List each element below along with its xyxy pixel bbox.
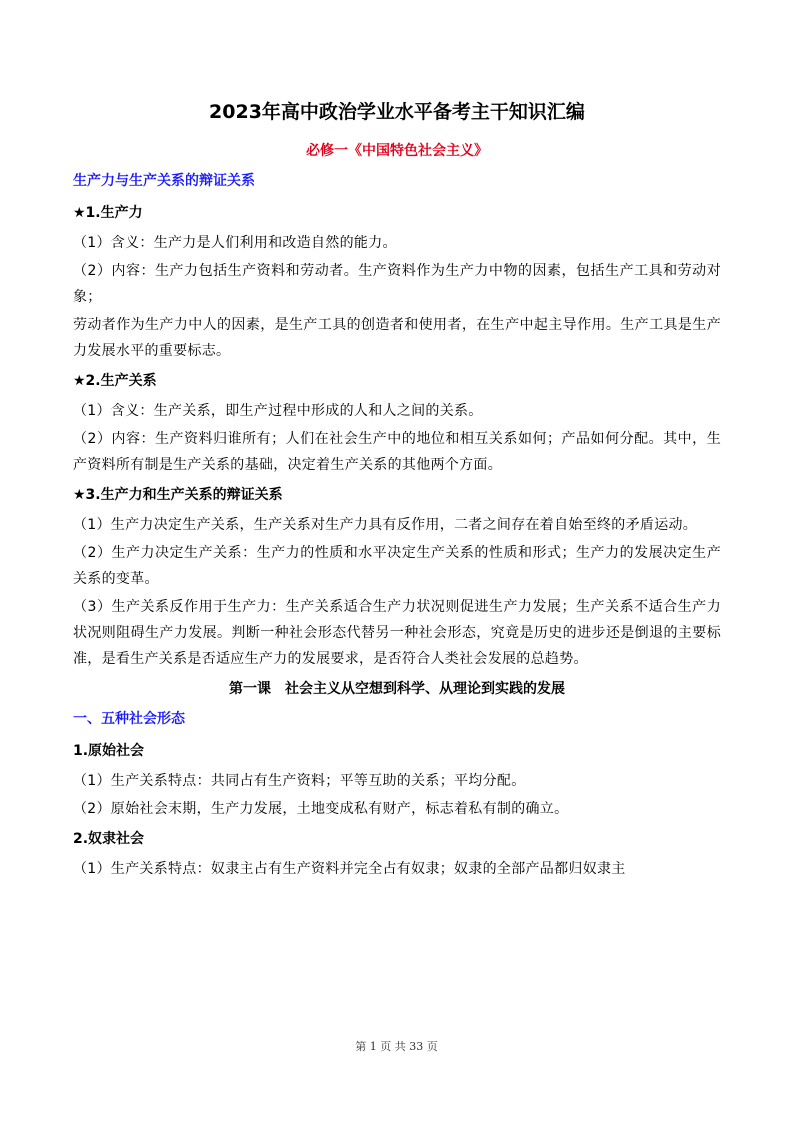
paragraph: 劳动者作为生产力中人的因素，是生产工具的创造者和使用者，在生产中起主导作用。生产工具是生产力发展水平的重要标志。 [73,317,721,359]
page-content [73,92,721,884]
paragraph: （2）原始社会末期，生产力发展，土地变成私有财产，标志着私有制的确立。 [73,801,569,817]
paragraph: （2）生产力决定生产关系：生产力的性质和水平决定生产关系的性质和形式；生产力的发展决定生产关系的变革。 [73,545,721,587]
paragraph: （1）含义：生产力是人们利用和改造自然的能力。 [73,235,397,251]
paragraph: （3）生产关系反作用于生产力：生产关系适合生产力状况则促进生产力发展；生产关系不适合生产力状况则阻碍生产力发展。判断一种社会形态代替另一种社会形态，究竟是历史的进步还是倒退的主要标准，是看生产关系是否适应生产力的发展要求，是否符合人类社会发展的总趋势。 [73,599,721,667]
paragraph: （1）生产力决定生产关系，生产关系对生产力具有反作用，二者之间存在着自始至终的矛盾运动。 [73,517,698,533]
section-heading-five-social-forms: 一、五种社会形态 [73,711,185,727]
item-heading-relations-of-production: ★2.生产关系 [73,373,157,389]
page-footer: 第 1 页 共 33 页 [355,1040,438,1053]
lesson-title: 第一课 社会主义从空想到科学、从理论到实践的发展 [229,681,565,697]
paragraph: （1）生产关系特点：奴隶主占有生产资料并完全占有奴隶；奴隶的全部产品都归奴隶主 [73,861,626,877]
paragraph: （2）内容：生产资料归谁所有；人们在社会生产中的地位和相互关系如何；产品如何分配。其中，生产资料所有制是生产关系的基础，决定着生产关系的其他两个方面。 [73,431,721,473]
item-heading-slave-society: 2.奴隶社会 [73,831,145,847]
paragraph: （1）含义：生产关系，即生产过程中形成的人和人之间的关系。 [73,403,483,419]
document-title: 2023年高中政治学业水平备考主干知识汇编 [209,101,585,123]
paragraph: （1）生产关系特点：共同占有生产资料；平等互助的关系；平均分配。 [73,773,526,789]
item-heading-productivity: ★1.生产力 [73,205,143,221]
document-subtitle: 必修一《中国特色社会主义》 [306,143,488,159]
item-heading-dialectical-relation: ★3.生产力和生产关系的辩证关系 [73,487,283,503]
paragraph: （2）内容：生产力包括生产资料和劳动者。生产资料作为生产力中物的因素，包括生产工具和劳动对象； [73,263,721,305]
section-heading-productivity-relations: 生产力与生产关系的辩证关系 [73,173,255,189]
item-heading-primitive-society: 1.原始社会 [73,743,145,759]
